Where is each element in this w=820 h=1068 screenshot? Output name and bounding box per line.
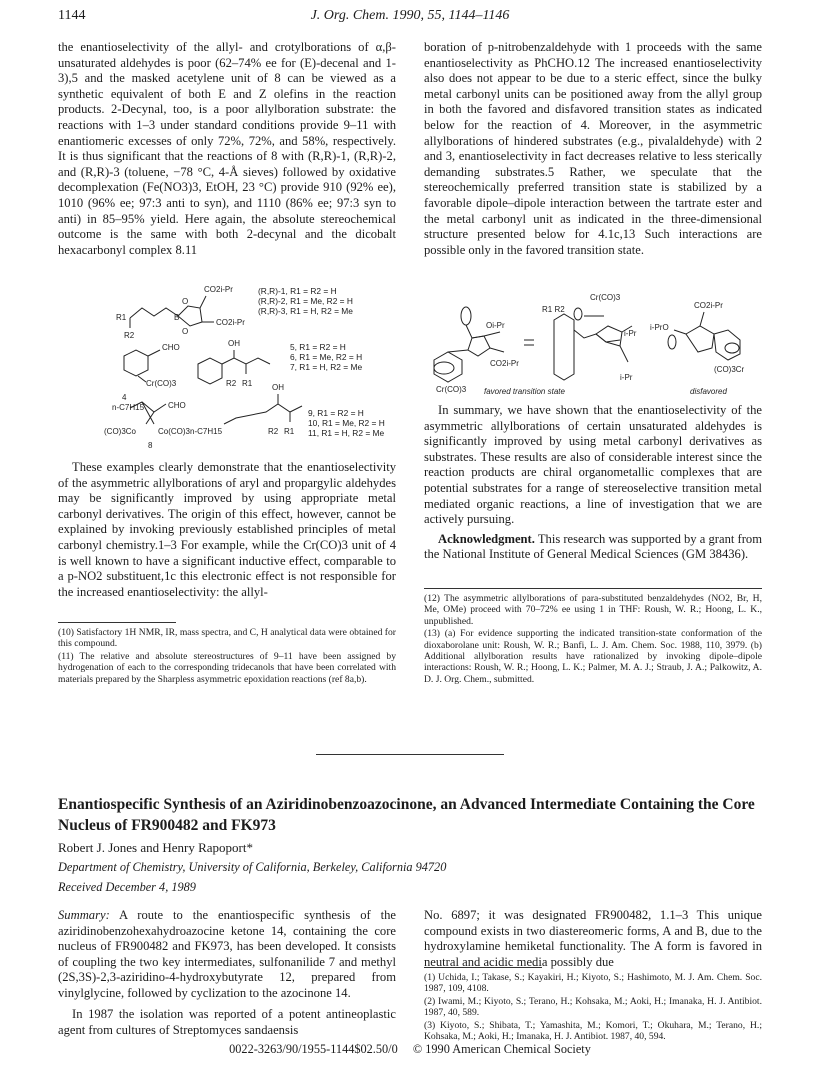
acknowledgment: Acknowledgment. This research was supported by a grant from the National Institute of General Medical Sciences (GM 38436). <box>424 531 762 562</box>
page-number: 1144 <box>58 8 86 23</box>
label-oipr: Oi-Pr <box>486 321 505 330</box>
label-co2ipr-2: CO2i-Pr <box>216 318 245 327</box>
label-co2ipr-ts-2: CO2i-Pr <box>694 301 723 310</box>
article-summary: Summary: A route to the enantiospecific synthesis of the aziridinobenzohexahydroazocine ketone 14, containing the core nucleus of FR900482 and FK973, has been developed. It consists of coupling the two key intermediates, sulfonanilide 7 and methyl (2S,3S)-2,3-aziridino-4-hydroxybutyrate 12, prepared from vinylglycine, followed by cyclization to the azocinone 14. <box>58 908 396 1000</box>
article-right-text: No. 6897; it was designated FR900482, 1.1–3 This unique compound exists in two diastereomeric forms, A and B, due to the hydroxylamine hemiketal functionality. The A form is favored in neutral and acidic media possibly due <box>424 908 762 969</box>
label-r2-b: R2 <box>226 379 237 388</box>
footnote-rule-right <box>424 588 762 589</box>
transition-state-figure <box>424 290 762 398</box>
label-r1r2: R1 R2 <box>542 305 565 314</box>
aryl-product-legend: 5, R1 = R2 = H 6, R1 = Me, R2 = H 7, R1 = H, R2 = Me <box>290 342 363 372</box>
running-header <box>58 8 762 28</box>
label-crco3-ts-2: Cr(CO)3 <box>436 385 467 394</box>
label-crco3-disfavored: (CO)3Cr <box>714 365 745 374</box>
article-affiliation: Department of Chemistry, University of California, Berkeley, California 94720 <box>58 860 447 874</box>
right-paragraph-1: boration of p-nitrobenzaldehyde with 1 proceeds with the same enantioselectivity as PhCHO.12 The increased enantioselectivity also does not appear to be due to a steric effect, since the bulky metal carbonyl units can be positioned away from the allyl group in both the favored and disfavored transition states as indicated below for the reaction of 4. Moreover, in the asymmetric allylborations of hindered substrates (e.g., pivalaldehyde) with 2 and 3, enantioselectivity in fact decreases relative to less sterically demanding substrates.5 Rather, we speculate that the stereochemically preferred transition state is stabilized by a favorable dipole–dipole interaction between the tartrate ester and the metal carbonyl unit as indicated in the three-dimensional structure presented below for 4.1c,13 Such interactions are possible only in the favored transition state. <box>424 40 762 257</box>
compound-number-4: 4 <box>122 393 127 402</box>
label-ipr: i-Pr <box>624 329 637 338</box>
journal-citation: J. Org. Chem. 1990, 55, 1144–1146 <box>310 8 510 23</box>
compound-number-8: 8 <box>148 441 153 450</box>
article-code: 0022-3263/90/1955-1144$02.50/0 <box>229 1042 398 1056</box>
label-oh-2: OH <box>272 383 284 392</box>
article-separator <box>316 754 504 755</box>
page-footer <box>0 1042 820 1057</box>
label-r2: R2 <box>124 331 135 340</box>
article-received: Received December 4, 1989 <box>58 880 196 894</box>
right-footnotes: (12) The asymmetric allylborations of para-substituted benzaldehydes (NO2, Br, H, Me, OMe) proceed with 70–72% ee using 1 in THF: Roush, W. R.; Hoong, L. K., unpublished. (13) (a) For evidence supporting the indicated transition-state conformation of the dioxaborolane unit: Roush, W. R.; Banfi, L. J. Am. Chem. Soc. 1988, 110, 3979. (b) Additional allylboration results have rationalized by invoking dipole–dipole interactions: Roush, W. R.; Hoong, L. K.; Palmer, M. A. J.; Straub, J. A.; Palkowitz, A. D. J. Org. Chem., submitted. <box>424 593 762 685</box>
footnote-rule-left <box>58 622 176 623</box>
label-coco3-left: (CO)3Co <box>104 427 137 436</box>
boron-reagent-legend: (R,R)-1, R1 = R2 = H (R,R)-2, R1 = Me, R2 = H (R,R)-3, R1 = H, R2 = Me <box>258 286 353 316</box>
label-r1-c: R1 <box>284 427 295 436</box>
label-b: B <box>174 313 180 322</box>
label-cho-8: CHO <box>168 401 186 410</box>
label-o-2: O <box>182 327 189 336</box>
label-heptyl: n-C7H15 <box>112 403 145 412</box>
caption-disfavored: disfavored <box>690 387 727 396</box>
caption-favored: favored transition state <box>484 387 565 396</box>
article-authors: Robert J. Jones and Henry Rapoport* <box>58 840 253 855</box>
label-crco3-ts: Cr(CO)3 <box>590 293 621 302</box>
article-title: Enantiospecific Synthesis of an Aziridinobenzoazocinone, an Advanced Intermediate Containing the Core Nucleus of FR900482 and FK973 <box>58 796 755 834</box>
label-co2ipr: CO2i-Pr <box>204 285 233 294</box>
label-cho: CHO <box>162 343 180 352</box>
label-oh: OH <box>228 339 240 348</box>
footnote-rule-article2 <box>424 967 542 968</box>
right-paragraph-2: In summary, we have shown that the enantioselectivity of the asymmetric allylborations of certain unsaturated aldehydes is significantly improved by using metal carbonyl derivatives as substrates. These results are also of considerable interest since the reaction products are chiral organometallic complexes that are potential substrates for a range of stereoselective transition metal mediated organic reactions, a line of investigation that we are actively pursuing. Acknowledgment. This research was supported by a grant from the National Institute of General Medical Sciences (GM 38436). <box>424 403 762 562</box>
label-o: O <box>182 297 189 306</box>
label-ipro: i-PrO <box>650 323 669 332</box>
left-paragraph-1: the enantioselectivity of the allyl- and crotylborations of α,β-unsaturated aldehydes is poor (62–74% ee for (E)-decenal and 1-3),5 and the masked acetylene unit of 8 can be viewed as a synthetic equivalent of both E and Z olefins in the reaction products. 2-Decynal, too, is a poor allylboration substrate: the reactions with 1–3 under standard conditions provide 9–11 with enantiomeric excesses of only 72%, 72%, and 58%, respectively. It is thus significant that the reactions of 8 with (R,R)-1, (R,R)-2, and (R,R)-3 (toluene, −78 °C, 4-Å sieves) followed by oxidative decomplexation (Fe(NO3)3, EtOH, 23 °C) provide 910 (92% ee), 1010 (96% ee; 97:3 anti to syn), and 1110 (86% ee; 97:3 syn to anti) in 85–95% yield. Here again, the absolute stereochemical outcome is the same with both 2-decynal and the dicobalt hexacarbonyl complex 8.11 <box>58 40 396 257</box>
copyright: © 1990 American Chemical Society <box>412 1042 591 1056</box>
label-ipr-2: i-Pr <box>620 373 633 382</box>
article-intro: In 1987 the isolation was reported of a potent antineoplastic agent from cultures of Streptomyces sandaensis <box>58 1007 396 1037</box>
left-paragraph-2: These examples clearly demonstrate that the enantioselectivity of the asymmetric allylborations of aryl and propargylic aldehydes may be significantly improved by using appropriate metal carbonyl derivatives. The origin of this effect, however, cannot be explained by invoking previously established principles of metal carbonyl chemistry.1–3 For example, while the Cr(CO)3 unit of 4 is well known to have a significant inductive effect, comparable to a p-NO2 substituent,1c this electronic effect is not responsible for the increased enantioselectivity: the allyl- <box>58 460 396 599</box>
alkyne-product-legend: 9, R1 = R2 = H 10, R1 = Me, R2 = H 11, R1 = H, R2 = Me <box>308 408 385 438</box>
label-heptyl-2: n-C7H15 <box>190 427 223 436</box>
article2-footnotes: (1) Uchida, I.; Takase, S.; Kayakiri, H.; Kiyoto, S.; Hashimoto, M. J. Am. Chem. Soc. 1987, 109, 4108. (2) Iwami, M.; Kiyoto, S.; Terano, H.; Kohsaka, M.; Aoki, H.; Imanaka, H. J. Antibiot. 1987, 40, 589. (3) Kiyoto, S.; Shibata, T.; Yamashita, M.; Komori, T.; Okuhara, M.; Terano, H.; Kohsaka, M.; Aoki, H.; Imanaka, H. J. Antibiot. 1987, 40, 594. <box>424 972 762 1043</box>
left-footnotes: (10) Satisfactory 1H NMR, IR, mass spectra, and C, H analytical data were obtained for this compound. (11) The relative and absolute stereostructures of 9–11 have been assigned by hydrogenation of each to the corresponding tridecanols that have been correlated with materials prepared by the Sharpless asymmetric epoxidation reactions (ref 8a,b). <box>58 627 396 685</box>
label-crco3: Cr(CO)3 <box>146 379 177 388</box>
label-coco3-right: Co(CO)3 <box>158 427 191 436</box>
label-r1: R1 <box>116 313 127 322</box>
label-r1-b: R1 <box>242 379 253 388</box>
label-r2-c: R2 <box>268 427 279 436</box>
label-co2ipr-ts: CO2i-Pr <box>490 359 519 368</box>
